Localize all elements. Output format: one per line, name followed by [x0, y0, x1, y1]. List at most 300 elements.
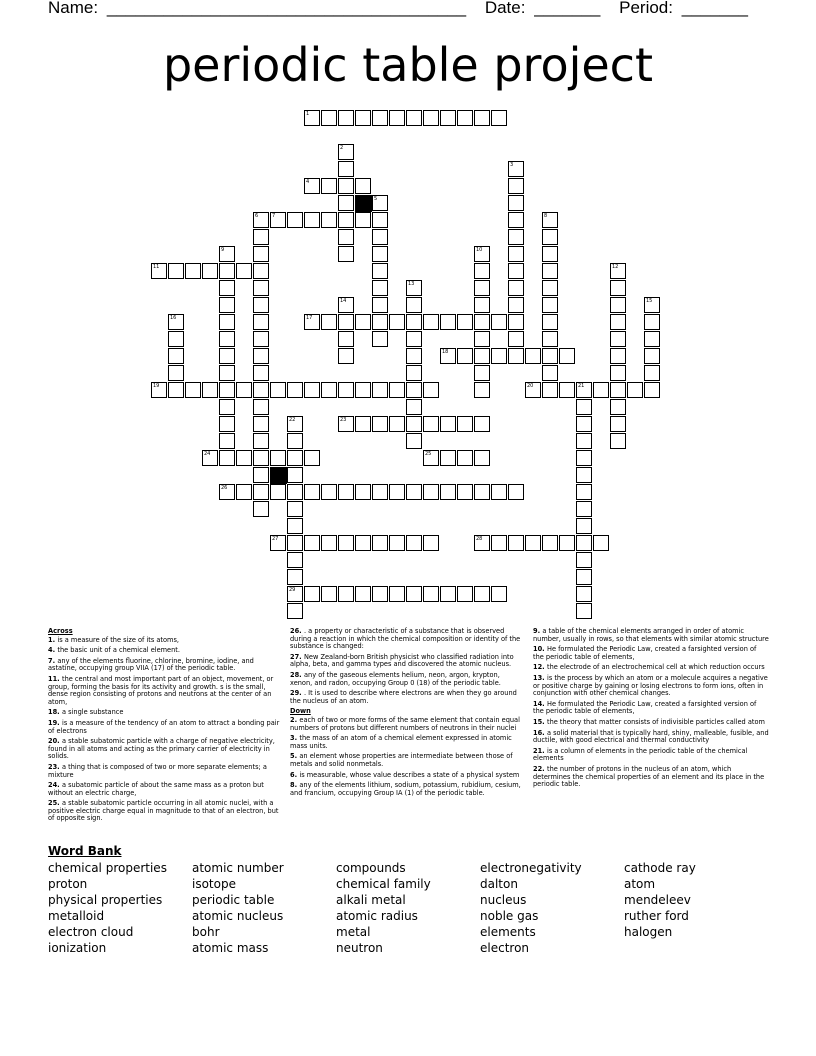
crossword-cell[interactable]: [338, 416, 354, 432]
crossword-cell[interactable]: [219, 416, 235, 432]
crossword-cell[interactable]: [355, 535, 371, 551]
crossword-cell[interactable]: [576, 416, 592, 432]
crossword-cell[interactable]: [321, 314, 337, 330]
crossword-cell[interactable]: [338, 229, 354, 245]
crossword-cell[interactable]: [457, 314, 473, 330]
crossword-cell[interactable]: [474, 416, 490, 432]
crossword-cell[interactable]: [559, 535, 575, 551]
crossword-cell[interactable]: [525, 348, 541, 364]
crossword-cell[interactable]: [168, 365, 184, 381]
crossword-cell[interactable]: [610, 348, 626, 364]
crossword-cell[interactable]: [542, 280, 558, 296]
crossword-cell[interactable]: [304, 178, 320, 194]
crossword-cell[interactable]: [287, 501, 303, 517]
crossword-cell[interactable]: [542, 365, 558, 381]
crossword-cell[interactable]: [321, 212, 337, 228]
crossword-cell[interactable]: [406, 399, 422, 415]
crossword-cell[interactable]: [372, 212, 388, 228]
crossword-cell[interactable]: [253, 314, 269, 330]
crossword-cell[interactable]: [253, 297, 269, 313]
crossword-cell[interactable]: [389, 586, 405, 602]
down-clue: [533, 675, 769, 698]
black-square: [270, 467, 287, 484]
crossword-cell[interactable]: [372, 246, 388, 262]
crossword-cell[interactable]: [338, 144, 354, 160]
across-clue: [290, 654, 522, 669]
crossword-cell[interactable]: [423, 110, 439, 126]
crossword-cell[interactable]: [508, 212, 524, 228]
crossword-cell[interactable]: [491, 586, 507, 602]
crossword-cell[interactable]: [287, 212, 303, 228]
crossword-cell[interactable]: [372, 382, 388, 398]
crossword-cell[interactable]: [440, 314, 456, 330]
crossword-cell[interactable]: [491, 348, 507, 364]
crossword-cell[interactable]: [270, 382, 286, 398]
crossword-cell[interactable]: [236, 484, 252, 500]
crossword-cell[interactable]: [542, 535, 558, 551]
clue-number: 6.: [290, 770, 300, 779]
date-line[interactable]: _______: [534, 0, 601, 17]
crossword-cell[interactable]: [372, 416, 388, 432]
crossword-cell[interactable]: [610, 297, 626, 313]
crossword-cell[interactable]: [338, 535, 354, 551]
crossword-cell[interactable]: [304, 535, 320, 551]
crossword-cell[interactable]: [287, 535, 303, 551]
crossword-cell[interactable]: [406, 433, 422, 449]
crossword-cell[interactable]: [389, 484, 405, 500]
crossword-cell[interactable]: [406, 331, 422, 347]
crossword-cell[interactable]: [644, 297, 660, 313]
crossword-cell[interactable]: [270, 535, 286, 551]
crossword-cell[interactable]: [372, 297, 388, 313]
crossword-cell[interactable]: [338, 246, 354, 262]
word-bank-item: ionization: [48, 941, 107, 955]
crossword-cell[interactable]: [219, 399, 235, 415]
clue-text: a stable subatomic particle with a charge of negative electricity, found in all atoms and acting as the primary carrier of electricity in solids.: [48, 737, 275, 761]
crossword-cell[interactable]: [202, 263, 218, 279]
black-square: [355, 195, 372, 212]
crossword-cell[interactable]: [338, 297, 354, 313]
crossword-cell[interactable]: [457, 484, 473, 500]
crossword-cell[interactable]: [423, 314, 439, 330]
crossword-cell[interactable]: [389, 535, 405, 551]
crossword-cell[interactable]: [287, 484, 303, 500]
crossword-cell[interactable]: [406, 416, 422, 432]
crossword-cell[interactable]: [168, 382, 184, 398]
crossword-cell[interactable]: [508, 297, 524, 313]
crossword-cell[interactable]: [576, 603, 592, 619]
crossword-cell[interactable]: [355, 484, 371, 500]
crossword-cell[interactable]: [474, 382, 490, 398]
crossword-cell[interactable]: [474, 586, 490, 602]
crossword-cell[interactable]: [168, 348, 184, 364]
crossword-cell[interactable]: [593, 382, 609, 398]
crossword-cell[interactable]: [457, 586, 473, 602]
crossword-cell[interactable]: [372, 535, 388, 551]
crossword-cell[interactable]: [644, 314, 660, 330]
crossword-cell[interactable]: [287, 450, 303, 466]
clue-number: 28: [476, 536, 483, 542]
crossword-cell[interactable]: [338, 382, 354, 398]
crossword-cell[interactable]: [610, 365, 626, 381]
crossword-cell[interactable]: [423, 382, 439, 398]
crossword-cell[interactable]: [304, 484, 320, 500]
down-clue: [290, 753, 522, 768]
crossword-cell[interactable]: [355, 178, 371, 194]
crossword-cell[interactable]: [508, 331, 524, 347]
crossword-cell[interactable]: [304, 110, 320, 126]
crossword-cell[interactable]: [372, 280, 388, 296]
across-clue: [290, 690, 522, 705]
crossword-cell[interactable]: [219, 246, 235, 262]
crossword-cell[interactable]: [168, 331, 184, 347]
crossword-cell[interactable]: [423, 484, 439, 500]
crossword-cell[interactable]: [559, 348, 575, 364]
crossword-cell[interactable]: [491, 484, 507, 500]
crossword-cell[interactable]: [389, 382, 405, 398]
crossword-cell[interactable]: [389, 416, 405, 432]
crossword-cell[interactable]: [338, 586, 354, 602]
name-label: Name:: [48, 0, 99, 17]
crossword-cell[interactable]: [542, 229, 558, 245]
crossword-cell[interactable]: [525, 382, 541, 398]
crossword-cell[interactable]: [542, 382, 558, 398]
crossword-cell[interactable]: [372, 331, 388, 347]
crossword-cell[interactable]: [542, 331, 558, 347]
crossword-cell[interactable]: [610, 280, 626, 296]
crossword-cell[interactable]: [219, 297, 235, 313]
across-clue: [48, 738, 280, 761]
crossword-cell[interactable]: [542, 263, 558, 279]
crossword-cell[interactable]: [474, 110, 490, 126]
crossword-cell[interactable]: [610, 416, 626, 432]
crossword-cell[interactable]: [304, 314, 320, 330]
crossword-cell[interactable]: [372, 229, 388, 245]
crossword-cell[interactable]: [508, 161, 524, 177]
crossword-cell[interactable]: [474, 280, 490, 296]
crossword-cell[interactable]: [440, 484, 456, 500]
crossword-cell[interactable]: [576, 399, 592, 415]
crossword-cell[interactable]: [321, 178, 337, 194]
crossword-cell[interactable]: [253, 467, 269, 483]
crossword-cell[interactable]: [474, 450, 490, 466]
crossword-cell[interactable]: [593, 535, 609, 551]
clue-number: 26: [221, 485, 228, 491]
down-clue: [533, 730, 769, 745]
crossword-cell[interactable]: [185, 263, 201, 279]
clue-number: 13: [408, 281, 415, 287]
crossword-cell[interactable]: [219, 331, 235, 347]
crossword-cell[interactable]: [457, 348, 473, 364]
crossword-cell[interactable]: [321, 382, 337, 398]
period-line[interactable]: _______: [681, 0, 748, 17]
crossword-cell[interactable]: [576, 484, 592, 500]
crossword-cell[interactable]: [219, 365, 235, 381]
crossword-cell[interactable]: [559, 382, 575, 398]
crossword-cell[interactable]: [389, 314, 405, 330]
crossword-cell[interactable]: [542, 246, 558, 262]
across-clue: [48, 709, 280, 717]
crossword-cell[interactable]: [542, 297, 558, 313]
crossword-cell[interactable]: [372, 195, 388, 211]
crossword-cell[interactable]: [610, 382, 626, 398]
crossword-cell[interactable]: [457, 450, 473, 466]
crossword-cell[interactable]: [202, 382, 218, 398]
clue-number: 22: [289, 417, 296, 423]
crossword-cell[interactable]: [423, 416, 439, 432]
clue-number: 27: [272, 536, 279, 542]
crossword-cell[interactable]: [219, 450, 235, 466]
crossword-cell[interactable]: [542, 348, 558, 364]
crossword-cell[interactable]: [474, 348, 490, 364]
crossword-cell[interactable]: [338, 178, 354, 194]
crossword-cell[interactable]: [151, 263, 167, 279]
crossword-cell[interactable]: [576, 569, 592, 585]
crossword-cell[interactable]: [287, 518, 303, 534]
crossword-cell[interactable]: [185, 382, 201, 398]
crossword-cell[interactable]: [355, 314, 371, 330]
crossword-cell[interactable]: [406, 110, 422, 126]
word-bank: [48, 860, 768, 956]
crossword-cell[interactable]: [576, 382, 592, 398]
word-bank-item: electron: [480, 941, 530, 955]
crossword-cell[interactable]: [491, 314, 507, 330]
crossword-cell[interactable]: [236, 382, 252, 398]
crossword-cell[interactable]: [338, 195, 354, 211]
crossword-cell[interactable]: [355, 212, 371, 228]
crossword-cell[interactable]: [406, 586, 422, 602]
crossword-cell[interactable]: [440, 450, 456, 466]
word-bank-item: [624, 940, 768, 956]
crossword-cell[interactable]: [474, 297, 490, 313]
crossword-cell[interactable]: [287, 586, 303, 602]
crossword-cell[interactable]: [372, 110, 388, 126]
crossword-cell[interactable]: [440, 348, 456, 364]
word-bank-item: nucleus: [480, 893, 527, 907]
crossword-cell[interactable]: [474, 331, 490, 347]
crossword-cell[interactable]: [644, 348, 660, 364]
crossword-cell[interactable]: [474, 365, 490, 381]
crossword-cell[interactable]: [287, 433, 303, 449]
crossword-cell[interactable]: [338, 484, 354, 500]
crossword-cell[interactable]: [287, 382, 303, 398]
crossword-cell[interactable]: [355, 416, 371, 432]
crossword-cell[interactable]: [610, 331, 626, 347]
crossword-cell[interactable]: [406, 484, 422, 500]
crossword-cell[interactable]: [508, 484, 524, 500]
crossword-cell[interactable]: [270, 450, 286, 466]
clue-text: is the process by which an atom or a molecule acquires a negative or positive charge by gaining or losing electrons to form ions, often in conjunction with other chemical changes.: [533, 673, 768, 698]
crossword-cell[interactable]: [440, 586, 456, 602]
crossword-cell[interactable]: [576, 467, 592, 483]
crossword-cell[interactable]: [355, 382, 371, 398]
crossword-cell[interactable]: [236, 450, 252, 466]
word-bank-item: halogen: [624, 925, 673, 939]
crossword-cell[interactable]: [508, 280, 524, 296]
crossword-cell[interactable]: [576, 433, 592, 449]
crossword-cell[interactable]: [372, 484, 388, 500]
crossword-cell[interactable]: [576, 450, 592, 466]
word-bank-item: physical properties: [48, 893, 163, 907]
clue-number: 5: [374, 196, 378, 202]
crossword-cell[interactable]: [219, 433, 235, 449]
crossword-cell[interactable]: [338, 212, 354, 228]
crossword-cell[interactable]: [287, 552, 303, 568]
clue-number: 7: [272, 213, 276, 219]
down-heading: Down: [290, 707, 311, 716]
crossword-cell[interactable]: [644, 331, 660, 347]
crossword-cell[interactable]: [168, 263, 184, 279]
crossword-cell[interactable]: [253, 263, 269, 279]
crossword-cell[interactable]: [508, 263, 524, 279]
crossword-cell[interactable]: [389, 110, 405, 126]
crossword-cell[interactable]: [338, 314, 354, 330]
crossword-cell[interactable]: [644, 382, 660, 398]
crossword-cell[interactable]: [423, 586, 439, 602]
crossword-cell[interactable]: [168, 314, 184, 330]
crossword-cell[interactable]: [219, 263, 235, 279]
crossword-cell[interactable]: [321, 586, 337, 602]
crossword-cell[interactable]: [219, 280, 235, 296]
word-bank-item: alkali metal: [336, 893, 406, 907]
crossword-cell[interactable]: [627, 382, 643, 398]
crossword-cell[interactable]: [321, 110, 337, 126]
crossword-cell[interactable]: [304, 212, 320, 228]
crossword-cell[interactable]: [287, 416, 303, 432]
crossword-cell[interactable]: [406, 280, 422, 296]
crossword-cell[interactable]: [338, 110, 354, 126]
across-clue: [48, 647, 280, 655]
crossword-cell[interactable]: [406, 535, 422, 551]
crossword-cell[interactable]: [474, 535, 490, 551]
crossword-cell[interactable]: [440, 416, 456, 432]
crossword-cell[interactable]: [423, 535, 439, 551]
crossword-cell[interactable]: [202, 450, 218, 466]
crossword-cell[interactable]: [304, 382, 320, 398]
crossword-cell[interactable]: [219, 314, 235, 330]
crossword-cell[interactable]: [508, 195, 524, 211]
crossword-cell[interactable]: [270, 484, 286, 500]
crossword-cell[interactable]: [508, 314, 524, 330]
crossword-cell[interactable]: [304, 450, 320, 466]
crossword-cell[interactable]: [576, 501, 592, 517]
crossword-cell[interactable]: [423, 450, 439, 466]
crossword-cell[interactable]: [338, 348, 354, 364]
crossword-cell[interactable]: [474, 246, 490, 262]
crossword-cell[interactable]: [491, 535, 507, 551]
crossword-cell[interactable]: [440, 110, 456, 126]
crossword-cell[interactable]: [525, 535, 541, 551]
crossword-cell[interactable]: [253, 399, 269, 415]
crossword-cell[interactable]: [270, 212, 286, 228]
crossword-cell[interactable]: [610, 433, 626, 449]
crossword-cell[interactable]: [406, 382, 422, 398]
crossword-cell[interactable]: [542, 314, 558, 330]
clue-text: is a column of elements in the periodic table of the chemical elements: [533, 746, 748, 763]
crossword-cell[interactable]: [338, 161, 354, 177]
clue-number: 16.: [533, 728, 547, 737]
crossword-cell[interactable]: [542, 212, 558, 228]
name-line[interactable]: ______________________________________: [106, 0, 467, 17]
crossword-cell[interactable]: [508, 178, 524, 194]
word-bank-item: chemical properties: [48, 861, 167, 875]
crossword-cell[interactable]: [236, 263, 252, 279]
crossword-cell[interactable]: [508, 535, 524, 551]
crossword-cell[interactable]: [253, 365, 269, 381]
crossword-cell[interactable]: [372, 263, 388, 279]
crossword-cell[interactable]: [372, 586, 388, 602]
crossword-cell[interactable]: [508, 229, 524, 245]
crossword-cell[interactable]: [406, 314, 422, 330]
clue-number: 27.: [290, 652, 304, 661]
crossword-cell[interactable]: [457, 416, 473, 432]
crossword-cell[interactable]: [355, 110, 371, 126]
crossword-cell[interactable]: [253, 280, 269, 296]
crossword-cell[interactable]: [474, 263, 490, 279]
across-clues-column-1: [48, 628, 280, 826]
crossword-cell[interactable]: [491, 110, 507, 126]
crossword-cell[interactable]: [406, 297, 422, 313]
crossword-cell[interactable]: [338, 331, 354, 347]
clue-number: 6: [255, 213, 259, 219]
crossword-cell[interactable]: [287, 569, 303, 585]
crossword-cell[interactable]: [253, 416, 269, 432]
crossword-cell[interactable]: [253, 348, 269, 364]
clue-text: the electrode of an electrochemical cell at which reduction occurs: [546, 663, 765, 672]
crossword-cell[interactable]: [253, 484, 269, 500]
crossword-cell[interactable]: [576, 552, 592, 568]
clue-text: a table of the chemical elements arranged in order of atomic number, usually in rows, so that elements with similar atomic structure: [533, 627, 769, 643]
crossword-cell[interactable]: [474, 484, 490, 500]
crossword-cell[interactable]: [287, 467, 303, 483]
clue-text: any of the gaseous elements helium, neon, argon, krypton, xenon, and radon, occupying Group 0 (18) of the periodic table.: [290, 670, 501, 687]
crossword-cell[interactable]: [457, 110, 473, 126]
crossword-cell[interactable]: [576, 518, 592, 534]
crossword-cell[interactable]: [151, 382, 167, 398]
crossword-cell[interactable]: [576, 535, 592, 551]
crossword-cell[interactable]: [253, 331, 269, 347]
crossword-cell[interactable]: [219, 484, 235, 500]
word-bank-item: ruther ford: [624, 909, 689, 923]
crossword-cell[interactable]: [406, 348, 422, 364]
crossword-cell[interactable]: [253, 246, 269, 262]
crossword-cell[interactable]: [253, 433, 269, 449]
crossword-cell[interactable]: [253, 382, 269, 398]
crossword-cell[interactable]: [253, 450, 269, 466]
crossword-cell[interactable]: [610, 399, 626, 415]
crossword-cell[interactable]: [474, 314, 490, 330]
crossword-cell[interactable]: [372, 314, 388, 330]
crossword-cell[interactable]: [321, 535, 337, 551]
page-title: periodic table project: [162, 38, 653, 92]
crossword-cell[interactable]: [219, 382, 235, 398]
crossword-cell[interactable]: [219, 348, 235, 364]
crossword-cell[interactable]: [287, 603, 303, 619]
crossword-cell[interactable]: [253, 212, 269, 228]
crossword-cell[interactable]: [253, 501, 269, 517]
crossword-cell[interactable]: [508, 246, 524, 262]
crossword-cell[interactable]: [406, 365, 422, 381]
crossword-cell[interactable]: [576, 586, 592, 602]
crossword-cell[interactable]: [508, 348, 524, 364]
crossword-cell[interactable]: [610, 263, 626, 279]
crossword-cell[interactable]: [610, 314, 626, 330]
crossword-cell[interactable]: [321, 484, 337, 500]
crossword-cell[interactable]: [253, 229, 269, 245]
crossword-cell[interactable]: [304, 586, 320, 602]
crossword-cell[interactable]: [355, 586, 371, 602]
crossword-cell[interactable]: [644, 365, 660, 381]
